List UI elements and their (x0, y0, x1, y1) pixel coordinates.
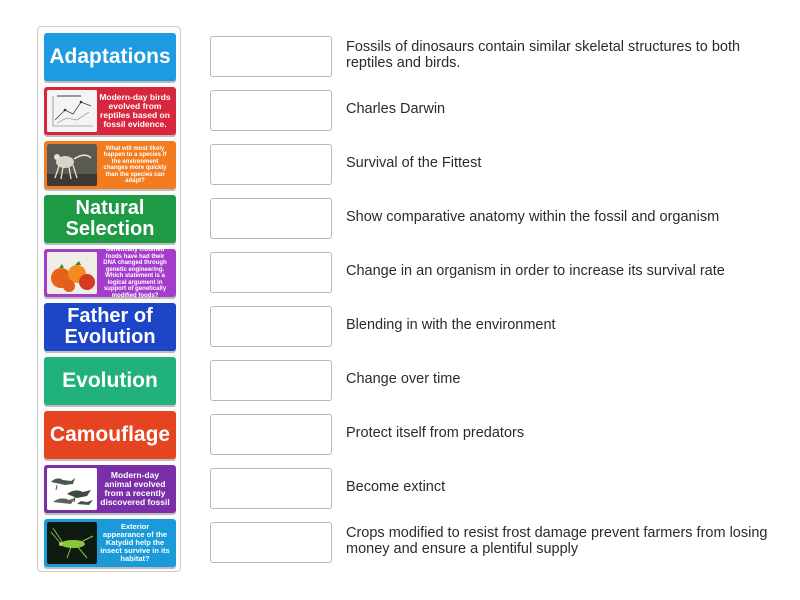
drop-slot[interactable] (210, 306, 332, 347)
clue-text: Change over time (346, 371, 461, 387)
drop-slot[interactable] (210, 36, 332, 77)
katydid-image (47, 522, 97, 564)
card-label: What will most likely happen to a species if the environment changes more quickly than the species can adapt? (103, 145, 167, 184)
chart-image (47, 90, 97, 132)
clue-text: Show comparative anatomy within the fossil and organism (346, 209, 720, 225)
card-environment-change[interactable] (44, 141, 176, 189)
card-label: Father of Evolution (64, 305, 156, 348)
card-label: Natural Selection (65, 197, 155, 240)
drop-slot[interactable] (210, 198, 332, 239)
card-label: Camouflage (49, 423, 171, 446)
card-label: Modern-day animal evolved from a recently discovered fossil (100, 470, 170, 507)
drop-slot[interactable] (210, 468, 332, 509)
clue-text: Become extinct (346, 479, 446, 495)
clue-text: Change in an organism in order to increase its survival rate (346, 263, 725, 279)
card-label: Modern-day birds evolved from reptiles based on fossil evidence. (99, 92, 171, 129)
clue-text: Blending in with the environment (346, 317, 556, 333)
drop-slot[interactable] (210, 360, 332, 401)
card-camouflage[interactable] (44, 411, 176, 459)
card-label: Genetically modified foods have had their DNA changed through genetic engineering. Which statement is a logical argument in support of genetically modified foods? (103, 247, 167, 299)
card-modern-animal[interactable] (44, 465, 176, 513)
card-katydid[interactable] (44, 519, 176, 567)
card-gmo-foods[interactable] (44, 249, 176, 297)
card-label: Evolution (62, 369, 158, 392)
drop-slot[interactable] (210, 414, 332, 455)
drop-slot[interactable] (210, 252, 332, 293)
card-father-of-evolution[interactable] (44, 303, 176, 351)
clue-text: Protect itself from predators (346, 425, 525, 441)
card-birds-reptiles[interactable] (44, 87, 176, 135)
clue-text: Survival of the Fittest (346, 155, 482, 171)
dinosaur-image (47, 468, 97, 510)
fruit-image (47, 252, 97, 294)
skeleton-image (47, 144, 97, 186)
card-bank (37, 26, 181, 572)
card-evolution[interactable] (44, 357, 176, 405)
drop-slot[interactable] (210, 144, 332, 185)
card-natural-selection[interactable] (44, 195, 176, 243)
drop-slot[interactable] (210, 522, 332, 563)
clue-text: Crops modified to resist frost damage prevent farmers from losing money and ensure a plentiful supply (346, 525, 768, 557)
clue-text: Charles Darwin (346, 101, 446, 117)
drop-slot[interactable] (210, 90, 332, 131)
clue-text: Fossils of dinosaurs contain similar skeletal structures to both reptiles and birds. (346, 39, 741, 71)
card-label: Exterior appearance of the Katydid help the insect survive in its habitat? (100, 522, 170, 563)
card-adaptations[interactable] (44, 33, 176, 81)
card-label: Adaptations (49, 45, 171, 68)
